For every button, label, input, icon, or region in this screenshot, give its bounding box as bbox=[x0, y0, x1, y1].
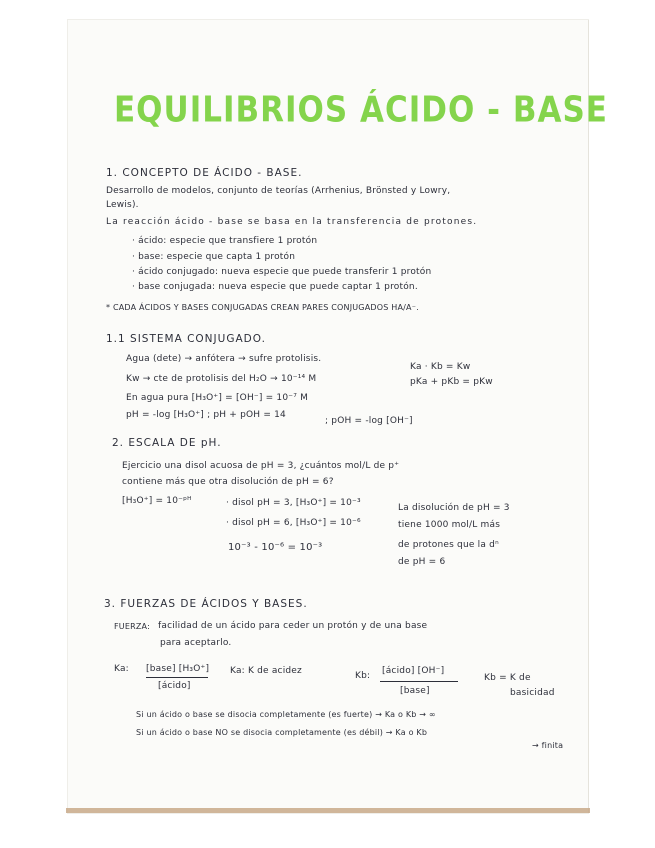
ka-description: Ka: K de acidez bbox=[230, 666, 302, 676]
fuerza-text: para aceptarlo. bbox=[160, 638, 232, 648]
section11-line: pH = -log [H₃O⁺] ; pH + pOH = 14 bbox=[126, 410, 286, 420]
ka-label: Ka: bbox=[114, 664, 129, 674]
formula: [H₃O⁺] = 10⁻ᵖᴴ bbox=[122, 496, 192, 506]
section11-line: Agua (dete) → anfótera → sufre protolisis. bbox=[126, 354, 322, 364]
calc-result: 10⁻³ - 10⁻⁶ = 10⁻³ bbox=[228, 542, 323, 553]
section2-line: contiene más que otra disolución de pH = 6? bbox=[122, 477, 334, 487]
strength-note: → finita bbox=[532, 741, 564, 750]
section11-line: Kw → cte de protolisis del H₂O → 10⁻¹⁴ M bbox=[126, 374, 317, 384]
section1-line: Lewis). bbox=[106, 200, 139, 210]
answer-line: tiene 1000 mol/L más bbox=[398, 520, 501, 530]
ka-fraction-bar bbox=[146, 677, 208, 678]
kb-description: basicidad bbox=[510, 688, 555, 698]
section11-right: pKa + pKb = pKw bbox=[410, 377, 493, 387]
section11-line: En agua pura [H₃O⁺] = [OH⁻] = 10⁻⁷ M bbox=[126, 393, 309, 403]
section11-right: Ka · Kb = Kw bbox=[410, 362, 471, 372]
answer-line: de protones que la dⁿ bbox=[398, 540, 499, 550]
kb-numerator: [ácido] [OH⁻] bbox=[382, 666, 445, 676]
kb-label: Kb: bbox=[355, 671, 371, 681]
kb-fraction-bar bbox=[380, 681, 458, 682]
section1-note: * CADA ÁCIDOS Y BASES CONJUGADAS CREAN PARES CONJUGADOS HA/A⁻. bbox=[106, 303, 419, 312]
section1-line: La reacción ácido - base se basa en la transferencia de protones. bbox=[106, 217, 478, 227]
definition-item: · ácido: especie que transfiere 1 protón bbox=[132, 236, 318, 246]
ka-numerator: [base] [H₃O⁺] bbox=[146, 664, 210, 674]
page-title: EQUILIBRIOS ÁCIDO - BASE bbox=[114, 89, 608, 131]
page-edge bbox=[66, 808, 590, 813]
section1-heading: 1. CONCEPTO DE ÁCIDO - BASE. bbox=[106, 167, 303, 179]
answer-line: La disolución de pH = 3 bbox=[398, 503, 510, 513]
calc-line: · disol pH = 3, [H₃O⁺] = 10⁻³ bbox=[226, 498, 361, 508]
kb-description: Kb = K de bbox=[484, 673, 531, 683]
calc-line: · disol pH = 6, [H₃O⁺] = 10⁻⁶ bbox=[226, 518, 361, 528]
section1-line: Desarrollo de modelos, conjunto de teorías (Arrhenius, Brönsted y Lowry, bbox=[106, 186, 451, 196]
section11-heading: 1.1 SISTEMA CONJUGADO. bbox=[106, 333, 266, 345]
fuerza-text: facilidad de un ácido para ceder un protón y de una base bbox=[158, 621, 428, 631]
section2-heading: 2. ESCALA DE pH. bbox=[112, 437, 222, 449]
definition-item: · ácido conjugado: nueva especie que puede transferir 1 protón bbox=[132, 267, 432, 277]
definition-item: · base: especie que capta 1 protón bbox=[132, 252, 296, 262]
ka-denominator: [ácido] bbox=[158, 681, 191, 691]
section11-line: ; pOH = -log [OH⁻] bbox=[325, 416, 413, 426]
strength-note: Si un ácido o base se disocia completamente (es fuerte) → Ka o Kb → ∞ bbox=[136, 710, 436, 719]
section3-heading: 3. FUERZAS DE ÁCIDOS Y BASES. bbox=[104, 598, 308, 610]
section2-line: Ejercicio una disol acuosa de pH = 3, ¿cuántos mol/L de p⁺ bbox=[122, 461, 400, 471]
answer-line: de pH = 6 bbox=[398, 557, 446, 567]
strength-note: Si un ácido o base NO se disocia completamente (es débil) → Ka o Kb bbox=[136, 728, 428, 737]
fuerza-label: FUERZA: bbox=[114, 622, 150, 631]
definition-item: · base conjugada: nueva especie que puede captar 1 protón. bbox=[132, 282, 418, 292]
kb-denominator: [base] bbox=[400, 686, 430, 696]
